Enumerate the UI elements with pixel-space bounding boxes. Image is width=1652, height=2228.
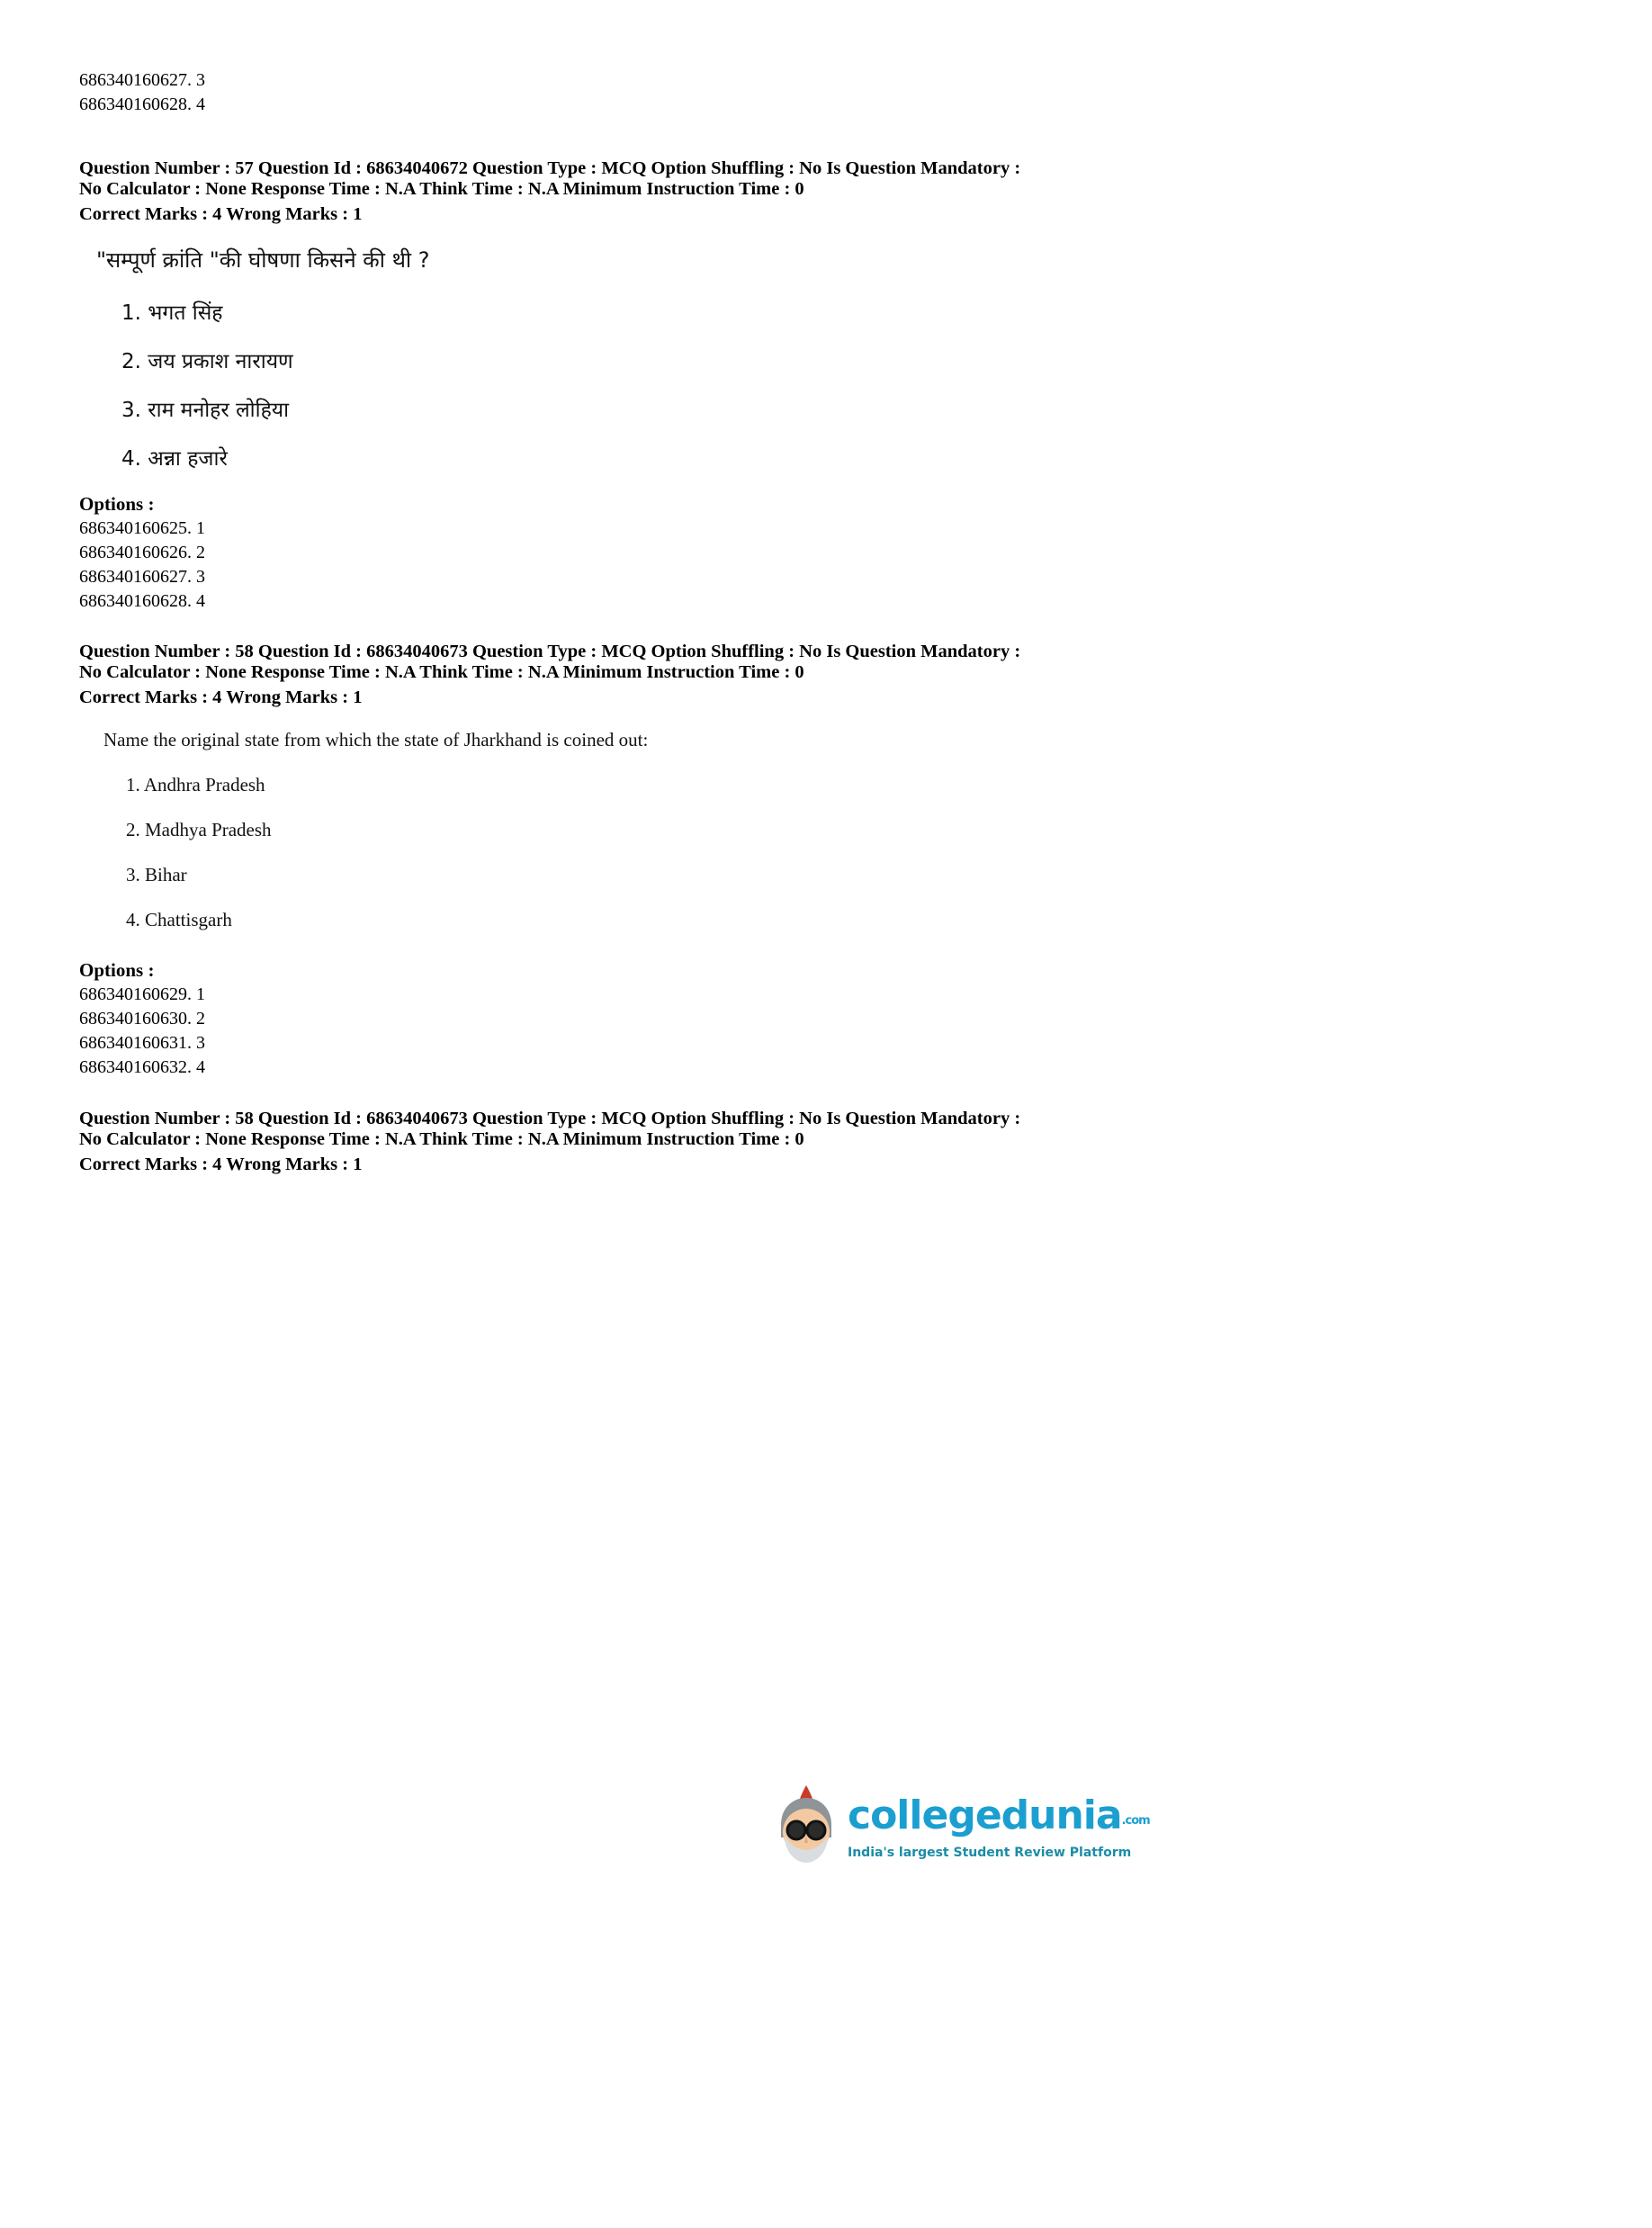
option-id-line: 686340160628. 4 [79, 591, 205, 611]
question-57-option-1: 1. भगत सिंह [121, 301, 223, 325]
question-58-option-2: 2. Madhya Pradesh [126, 819, 272, 840]
option-id-line: 686340160626. 2 [79, 543, 205, 562]
question-57-option-4: 4. अन्ना हजारे [121, 447, 228, 471]
question-57-option-2: 2. जय प्रकाश नारायण [121, 350, 293, 373]
previous-question-option-ids [79, 68, 205, 117]
option-id-line: 686340160625. 1 [79, 518, 205, 538]
question-58-option-4: 4. Chattisgarh [126, 909, 232, 930]
question-57-marks-line: Correct Marks : 4 Wrong Marks : 1 [79, 204, 363, 224]
question-58-metadata [79, 642, 1020, 708]
question-57-options-label: Options : [79, 493, 155, 515]
question-57-option-3: 3. राम मनोहर लोहिया [121, 399, 290, 422]
option-id-line: 686340160632. 4 [79, 1057, 205, 1077]
question-58-repeat-metadata [79, 1109, 1020, 1175]
option-id-line: 686340160630. 2 [79, 1009, 205, 1029]
collegedunia-wordmark [848, 1792, 1150, 1842]
question-58-option-ids [79, 983, 205, 1080]
collegedunia-brand-text: collegedunia [848, 1792, 1122, 1838]
question-58-repeat-meta-line-1: Question Number : 58 Question Id : 68634040673 Question Type : MCQ Option Shuffling : No Is Question Mandatory : [79, 1109, 1021, 1128]
question-58-marks-line: Correct Marks : 4 Wrong Marks : 1 [79, 687, 363, 707]
option-id-line: 686340160627. 3 [79, 70, 205, 90]
collegedunia-mascot-icon [772, 1783, 837, 1871]
question-57-meta-line-2: No Calculator : None Response Time : N.A Think Time : N.A Minimum Instruction Time : 0 [79, 179, 804, 199]
question-58-repeat-marks-line: Correct Marks : 4 Wrong Marks : 1 [79, 1154, 363, 1174]
question-58-repeat-meta-line-2: No Calculator : None Response Time : N.A Think Time : N.A Minimum Instruction Time : 0 [79, 1129, 804, 1149]
collegedunia-logo-text [848, 1792, 1150, 1860]
question-58-option-1: 1. Andhra Pradesh [126, 774, 265, 795]
question-57-meta-line-1: Question Number : 57 Question Id : 68634040672 Question Type : MCQ Option Shuffling : No Is Question Mandatory : [79, 158, 1021, 178]
option-id-line: 686340160629. 1 [79, 984, 205, 1004]
question-58-text: Name the original state from which the state of Jharkhand is coined out: [103, 729, 649, 750]
question-57-metadata [79, 158, 1020, 225]
question-57-option-ids [79, 517, 205, 614]
question-58-meta-line-2: No Calculator : None Response Time : N.A Think Time : N.A Minimum Instruction Time : 0 [79, 662, 804, 682]
question-58-options-label: Options : [79, 959, 155, 981]
collegedunia-tld-text: .com [1121, 1813, 1150, 1828]
question-58-option-3: 3. Bihar [126, 864, 187, 885]
question-57-text: "सम्पूर्ण क्रांति "की घोषणा किसने की थी ? [96, 247, 430, 273]
option-id-line: 686340160628. 4 [79, 94, 205, 114]
collegedunia-tagline: India's largest Student Review Platform [848, 1845, 1132, 1860]
question-58-meta-line-1: Question Number : 58 Question Id : 68634040673 Question Type : MCQ Option Shuffling : No Is Question Mandatory : [79, 642, 1021, 661]
option-id-line: 686340160631. 3 [79, 1033, 205, 1053]
option-id-line: 686340160627. 3 [79, 567, 205, 587]
collegedunia-logo [772, 1783, 1150, 1871]
